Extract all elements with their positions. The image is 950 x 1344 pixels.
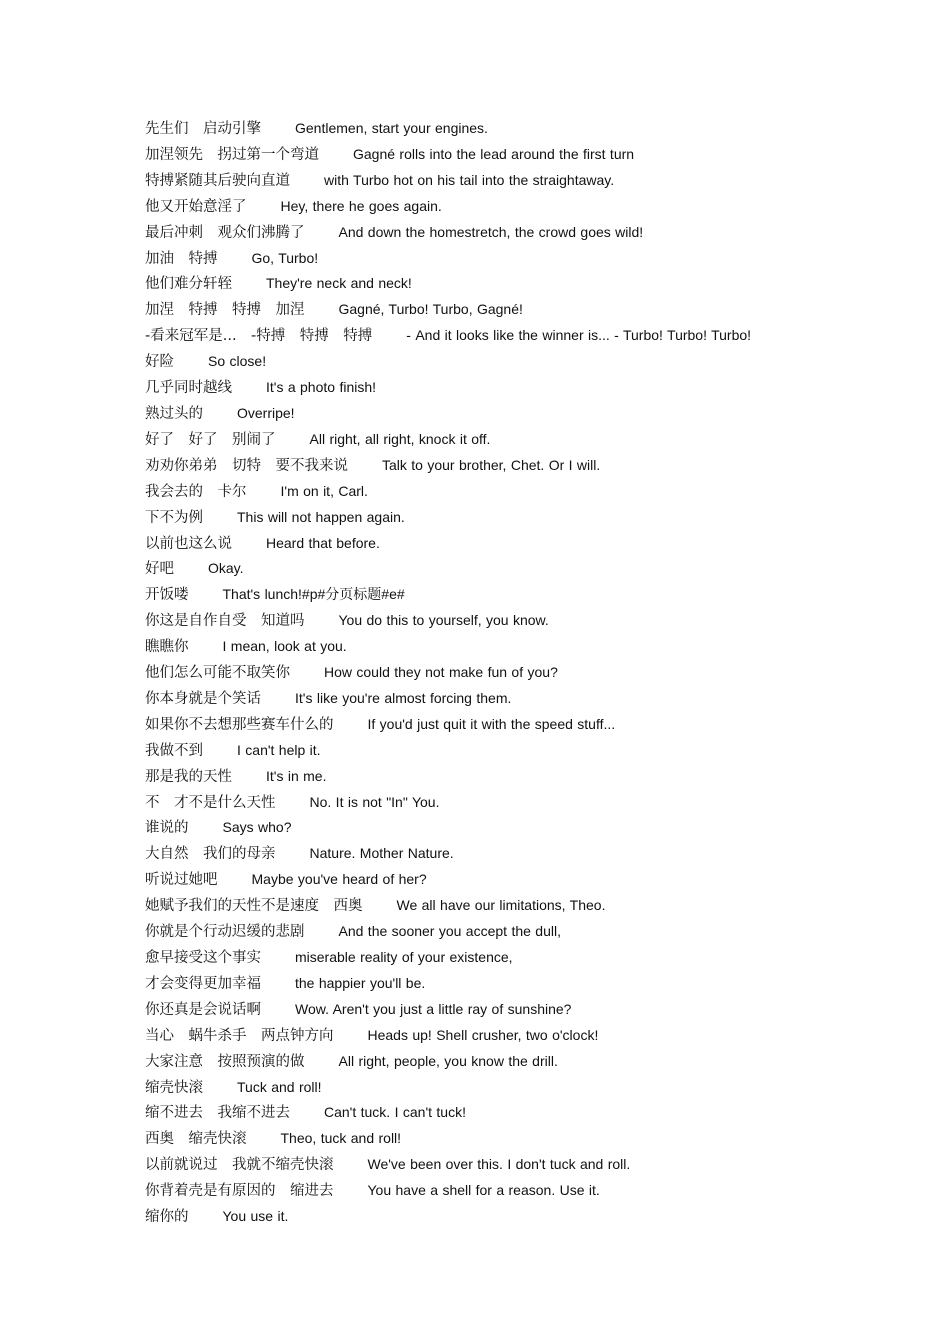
- subtitle-line: [145, 246, 807, 272]
- subtitle-line: [145, 582, 807, 608]
- subtitle-line: [145, 971, 807, 997]
- chinese-text: 我会去的 卡尔: [145, 483, 247, 500]
- subtitle-line: [145, 220, 807, 246]
- subtitle-line: [145, 323, 807, 349]
- chinese-text: 谁说的: [145, 820, 189, 837]
- chinese-text: 大家注意 按照预演的做: [145, 1053, 305, 1070]
- chinese-text: 西奥 缩壳快滚: [145, 1131, 247, 1148]
- chinese-text: 下不为例: [145, 509, 203, 526]
- chinese-text: 开饭喽: [145, 587, 189, 604]
- chinese-text: 先生们 启动引擎: [145, 121, 261, 137]
- english-text: It's a photo finish!: [266, 379, 377, 396]
- english-text: How could they not make fun of you?: [324, 664, 558, 681]
- chinese-text: 缩壳快滚: [145, 1079, 203, 1096]
- subtitle-line: [145, 142, 807, 168]
- chinese-text: 他又开始意淫了: [145, 198, 247, 215]
- english-text: Can't tuck. I can't tuck!: [324, 1104, 466, 1121]
- chinese-text: 几乎同时越线: [145, 380, 232, 397]
- subtitle-line: [145, 453, 807, 479]
- english-text: Hey, there he goes again.: [280, 197, 442, 214]
- subtitle-line: [145, 1126, 807, 1152]
- subtitle-line: [145, 660, 807, 686]
- chinese-text: 愈早接受这个事实: [145, 950, 261, 966]
- chinese-text: 最后冲刺 观众们沸腾了: [145, 224, 305, 241]
- english-text: That's lunch!#p#分页标题#e#: [222, 586, 405, 603]
- english-text: I'm on it, Carl.: [280, 482, 368, 499]
- chinese-text: 加涅 特搏 特搏 加涅: [145, 302, 305, 319]
- english-text: Theo, tuck and roll!: [280, 1130, 402, 1147]
- chinese-text: 好险: [145, 354, 174, 371]
- subtitle-line: [145, 1023, 807, 1049]
- english-text: And the sooner you accept the dull,: [338, 923, 561, 940]
- english-text: This will not happen again.: [237, 508, 405, 525]
- subtitle-line: [145, 1100, 807, 1126]
- english-text: You have a shell for a reason. Use it.: [367, 1182, 600, 1199]
- subtitle-line: [145, 893, 807, 919]
- english-text: They're neck and neck!: [266, 275, 412, 292]
- subtitle-line: [145, 790, 807, 816]
- chinese-text: 不 才不是什么天性: [145, 794, 276, 811]
- english-text: Talk to your brother, Chet. Or I will.: [382, 456, 601, 473]
- subtitle-line: [145, 271, 807, 297]
- chinese-text: 缩不进去 我缩不进去: [145, 1105, 290, 1122]
- chinese-text: 当心 蜗牛杀手 两点钟方向: [145, 1027, 334, 1044]
- english-text: All right, all right, knock it off.: [309, 430, 491, 447]
- chinese-text: 特搏紧随其后驶向直道: [145, 172, 290, 189]
- subtitle-line: [145, 427, 807, 453]
- chinese-text: 你这是自作自受 知道吗: [145, 613, 305, 630]
- subtitle-line: [145, 1152, 807, 1178]
- english-text: miserable reality of your existence,: [295, 949, 513, 965]
- english-text: It's in me.: [266, 767, 327, 784]
- english-text: Gentlemen, start your engines.: [295, 120, 488, 136]
- english-text: We've been over this. I don't tuck and roll.: [367, 1156, 631, 1173]
- chinese-text: 我做不到: [145, 742, 203, 759]
- subtitle-line: [145, 712, 807, 738]
- english-text: Go, Turbo!: [251, 249, 319, 266]
- chinese-text: 大自然 我们的母亲: [145, 846, 276, 863]
- english-text: Gagné rolls into the lead around the first turn: [353, 145, 635, 162]
- english-text: Says who?: [222, 819, 292, 836]
- subtitle-line: [145, 1049, 807, 1075]
- english-text: Heads up! Shell crusher, two o'clock!: [367, 1026, 599, 1043]
- english-text: And down the homestretch, the crowd goes wild!: [338, 223, 644, 240]
- subtitle-line: [145, 505, 807, 531]
- subtitle-line: [145, 815, 807, 841]
- chinese-text: 他们难分轩轾: [145, 276, 232, 293]
- chinese-text: 他们怎么可能不取笑你: [145, 665, 290, 682]
- subtitle-line: [145, 634, 807, 660]
- subtitle-line: [145, 764, 807, 790]
- chinese-text: 那是我的天性: [145, 768, 232, 785]
- subtitle-line: [145, 841, 807, 867]
- chinese-text: 你还真是会说话啊: [145, 1001, 261, 1018]
- chinese-text: 你就是个行动迟缓的悲剧: [145, 924, 305, 941]
- english-text: Maybe you've heard of her?: [251, 871, 427, 888]
- english-text: If you'd just quit it with the speed stuff...: [367, 715, 616, 732]
- subtitle-list: [145, 116, 807, 1230]
- chinese-text: 好了 好了 别闹了: [145, 431, 276, 448]
- english-text: Overripe!: [237, 404, 295, 421]
- chinese-text: 听说过她吧: [145, 872, 218, 889]
- chinese-text: 加涅领先 拐过第一个弯道: [145, 146, 319, 163]
- chinese-text: 瞧瞧你: [145, 639, 189, 656]
- english-text: All right, people, you know the drill.: [338, 1052, 558, 1069]
- chinese-text: 你本身就是个笑话: [145, 690, 261, 707]
- english-text: Heard that before.: [266, 534, 380, 551]
- subtitle-line: [145, 297, 807, 323]
- english-text: Nature. Mother Nature.: [309, 845, 454, 862]
- english-text: No. It is not "In" You.: [309, 793, 440, 810]
- subtitle-line: [145, 1075, 807, 1101]
- chinese-text: 劝劝你弟弟 切特 要不我来说: [145, 457, 348, 474]
- chinese-text: 她赋予我们的天性不是速度 西奥: [145, 898, 363, 915]
- english-text: So close!: [208, 353, 267, 370]
- subtitle-line: [145, 608, 807, 634]
- english-text: - And it looks like the winner is... - Turbo! Turbo! Turbo!: [406, 327, 752, 344]
- subtitle-line: [145, 349, 807, 375]
- english-text: I mean, look at you.: [222, 638, 347, 655]
- chinese-text: -看来冠军是... -特搏 特搏 特搏: [145, 328, 373, 345]
- chinese-text: 加油 特搏: [145, 250, 218, 267]
- chinese-text: 熟过头的: [145, 405, 203, 422]
- subtitle-line: [145, 479, 807, 505]
- chinese-text: 你背着壳是有原因的 缩进去: [145, 1183, 334, 1200]
- english-text: the happier you'll be.: [295, 974, 426, 991]
- english-text: We all have our limitations, Theo.: [396, 897, 606, 914]
- subtitle-line: [145, 1178, 807, 1204]
- subtitle-line: [145, 867, 807, 893]
- chinese-text: 以前也这么说: [145, 535, 232, 552]
- chinese-text: 才会变得更加幸福: [145, 975, 261, 992]
- subtitle-line: [145, 686, 807, 712]
- english-text: Wow. Aren't you just a little ray of sunshine?: [295, 1000, 572, 1017]
- subtitle-line: [145, 997, 807, 1023]
- chinese-text: 以前就说过 我就不缩壳快滚: [145, 1157, 334, 1174]
- subtitle-line: [145, 556, 807, 582]
- english-text: Gagné, Turbo! Turbo, Gagné!: [338, 301, 523, 318]
- chinese-text: 好吧: [145, 561, 174, 578]
- subtitle-line: [145, 919, 807, 945]
- english-text: You use it.: [222, 1208, 289, 1225]
- subtitle-line: [145, 375, 807, 401]
- subtitle-line: [145, 945, 807, 971]
- subtitle-line: [145, 168, 807, 194]
- subtitle-line: [145, 738, 807, 764]
- english-text: It's like you're almost forcing them.: [295, 689, 512, 706]
- subtitle-line: [145, 531, 807, 557]
- subtitle-line: [145, 194, 807, 220]
- chinese-text: 缩你的: [145, 1209, 189, 1226]
- english-text: Okay.: [208, 560, 244, 577]
- subtitle-line: [145, 1204, 807, 1230]
- chinese-text: 如果你不去想那些赛车什么的: [145, 716, 334, 733]
- english-text: You do this to yourself, you know.: [338, 612, 549, 629]
- english-text: Tuck and roll!: [237, 1078, 322, 1095]
- subtitle-line: [145, 401, 807, 427]
- subtitle-line: [145, 116, 807, 142]
- english-text: with Turbo hot on his tail into the straightaway.: [324, 171, 615, 188]
- english-text: I can't help it.: [237, 741, 321, 758]
